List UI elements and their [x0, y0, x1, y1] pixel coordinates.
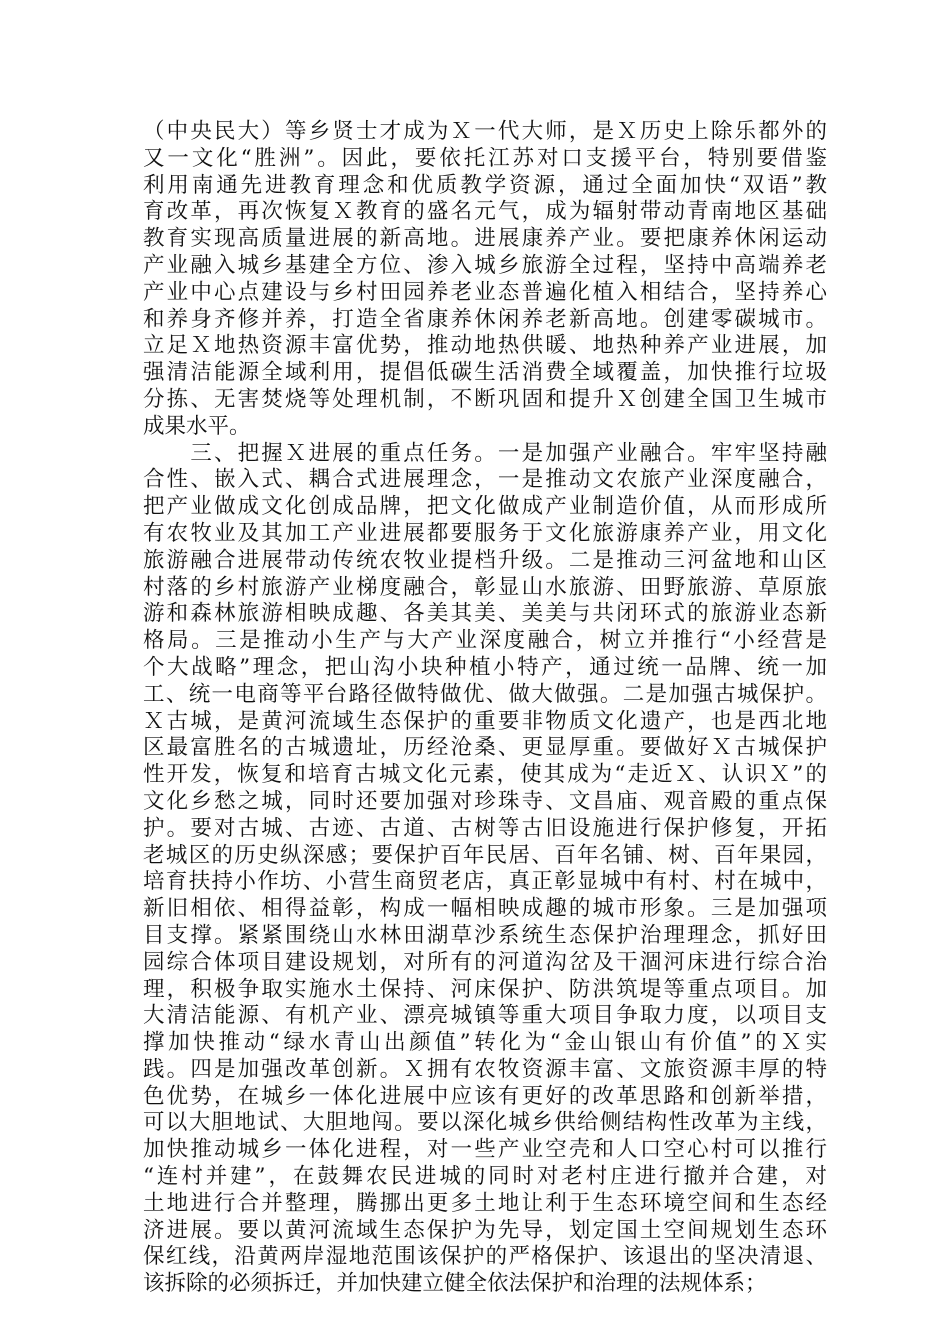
- text-line: 育改革，再次恢复Ｘ教育的盛名元气，成为辐射带动青南地区基础: [143, 199, 827, 225]
- text-line: “连村并建”，在鼓舞农民进城的同时对老村庄进行撤并合建，对: [143, 1164, 827, 1190]
- text-line: 园综合体项目建设规划，对所有的河道沟岔及干涸河床进行综合治: [143, 949, 827, 975]
- text-line: 把产业做成文化创成品牌，把文化做成产业制造价值，从而形成所: [143, 494, 827, 520]
- text-line: 该拆除的必须拆迁，并加快建立健全依法保护和治理的法规体系；: [143, 1271, 767, 1297]
- text-line: 成果水平。: [143, 413, 251, 439]
- text-line: 产业融入城乡基建全方位、渗入城乡旅游全过程，坚持中高端养老: [143, 252, 827, 278]
- text-line: Ｘ古城，是黄河流域生态保护的重要非物质文化遗产，也是西北地: [143, 708, 827, 734]
- text-line: 立足Ｘ地热资源丰富优势，推动地热供暖、地热种养产业进展，加: [143, 333, 827, 359]
- text-line: 游和森林旅游相映成趣、各美其美、美美与共闭环式的旅游业态新: [143, 601, 827, 627]
- text-line: 个大战略”理念，把山沟小块种植小特产，通过统一品牌、统一加: [143, 654, 827, 680]
- text-line: 色优势，在城乡一体化进展中应该有更好的改革思路和创新举措，: [143, 1083, 827, 1109]
- text-line: 践。四是加强改革创新。Ｘ拥有农牧资源丰富、文旅资源丰厚的特: [143, 1056, 827, 1082]
- text-line: 撑加快推动“绿水青山出颜值”转化为“金山银山有价值”的Ｘ实: [143, 1030, 827, 1056]
- text-line: 理，积极争取实施水土保持、河床保护、防洪筑堤等重点项目。加: [143, 976, 827, 1002]
- text-line: 老城区的历史纵深感；要保护百年民居、百年名铺、树、百年果园，: [143, 842, 827, 868]
- text-line: 旅游融合进展带动传统农牧业提档升级。二是推动三河盆地和山区: [143, 547, 827, 573]
- text-line: 工、统一电商等平台路径做特做优、做大做强。二是加强古城保护。: [143, 681, 827, 707]
- text-line: 强清洁能源全域利用，提倡低碳生活消费全域覆盖，加快推行垃圾: [143, 360, 827, 386]
- text-line: 合性、嵌入式、耦合式进展理念，一是推动文农旅产业深度融合，: [143, 467, 827, 493]
- text-line: 和养身齐修并养，打造全省康养休闲养老新高地。创建零碳城市。: [143, 306, 827, 332]
- text-line: 护。要对古城、古迹、古道、古树等古旧设施进行保护修复，开拓: [143, 815, 827, 841]
- text-line: 村落的乡村旅游产业梯度融合，彰显山水旅游、田野旅游、草原旅: [143, 574, 827, 600]
- text-line: 济进展。要以黄河流域生态保护为先导，划定国土空间规划生态环: [143, 1217, 827, 1243]
- text-line: 格局。三是推动小生产与大产业深度融合，树立并推行“小经营是: [143, 628, 827, 654]
- text-line: 培育扶持小作坊、小营生商贸老店，真正彰显城中有村、村在城中，: [143, 869, 827, 895]
- text-line: 新旧相依、相得益彰，构成一幅相映成趣的城市形象。三是加强项: [143, 896, 827, 922]
- text-line: 文化乡愁之城，同时还要加强对珍珠寺、文昌庙、观音殿的重点保: [143, 788, 827, 814]
- text-line: 三、把握Ｘ进展的重点任务。一是加强产业融合。牢牢坚持融: [143, 440, 827, 466]
- body-text: [143, 119, 827, 1298]
- text-line: 教育实现高质量进展的新高地。进展康养产业。要把康养休闲运动: [143, 226, 827, 252]
- text-line: 区最富胜名的古城遗址，历经沧桑、更显厚重。要做好Ｘ古城保护: [143, 735, 827, 761]
- text-line: 加快推动城乡一体化进程，对一些产业空壳和人口空心村可以推行: [143, 1137, 827, 1163]
- text-line: 大清洁能源、有机产业、漂亮城镇等重大项目争取力度，以项目支: [143, 1003, 827, 1029]
- text-line: 利用南通先进教育理念和优质教学资源，通过全面加快“双语”教: [143, 172, 827, 198]
- text-line: 又一文化“胜洲”。因此，要依托江苏对口支援平台，特别要借鉴: [143, 145, 827, 171]
- text-line: 土地进行合并整理，腾挪出更多土地让利于生态环境空间和生态经: [143, 1190, 827, 1216]
- text-line: 目支撑。紧紧围绕山水林田湖草沙系统生态保护治理理念，抓好田: [143, 922, 827, 948]
- text-line: 分拣、无害焚烧等处理机制，不断巩固和提升Ｘ创建全国卫生城市: [143, 386, 827, 412]
- text-line: （中央民大）等乡贤士才成为Ｘ一代大师，是Ｘ历史上除乐都外的: [143, 119, 827, 144]
- text-line: 有农牧业及其加工产业进展都要服务于文化旅游康养产业，用文化: [143, 520, 827, 546]
- text-line: 保红线，沿黄两岸湿地范围该保护的严格保护、该退出的坚决清退、: [143, 1244, 827, 1270]
- text-line: 产业中心点建设与乡村田园养老业态普遍化植入相结合，坚持养心: [143, 279, 827, 305]
- text-line: 可以大胆地试、大胆地闯。要以深化城乡供给侧结构性改革为主线，: [143, 1110, 827, 1136]
- text-line: 性开发，恢复和培育古城文化元素，使其成为“走近Ｘ、认识Ｘ”的: [143, 762, 827, 788]
